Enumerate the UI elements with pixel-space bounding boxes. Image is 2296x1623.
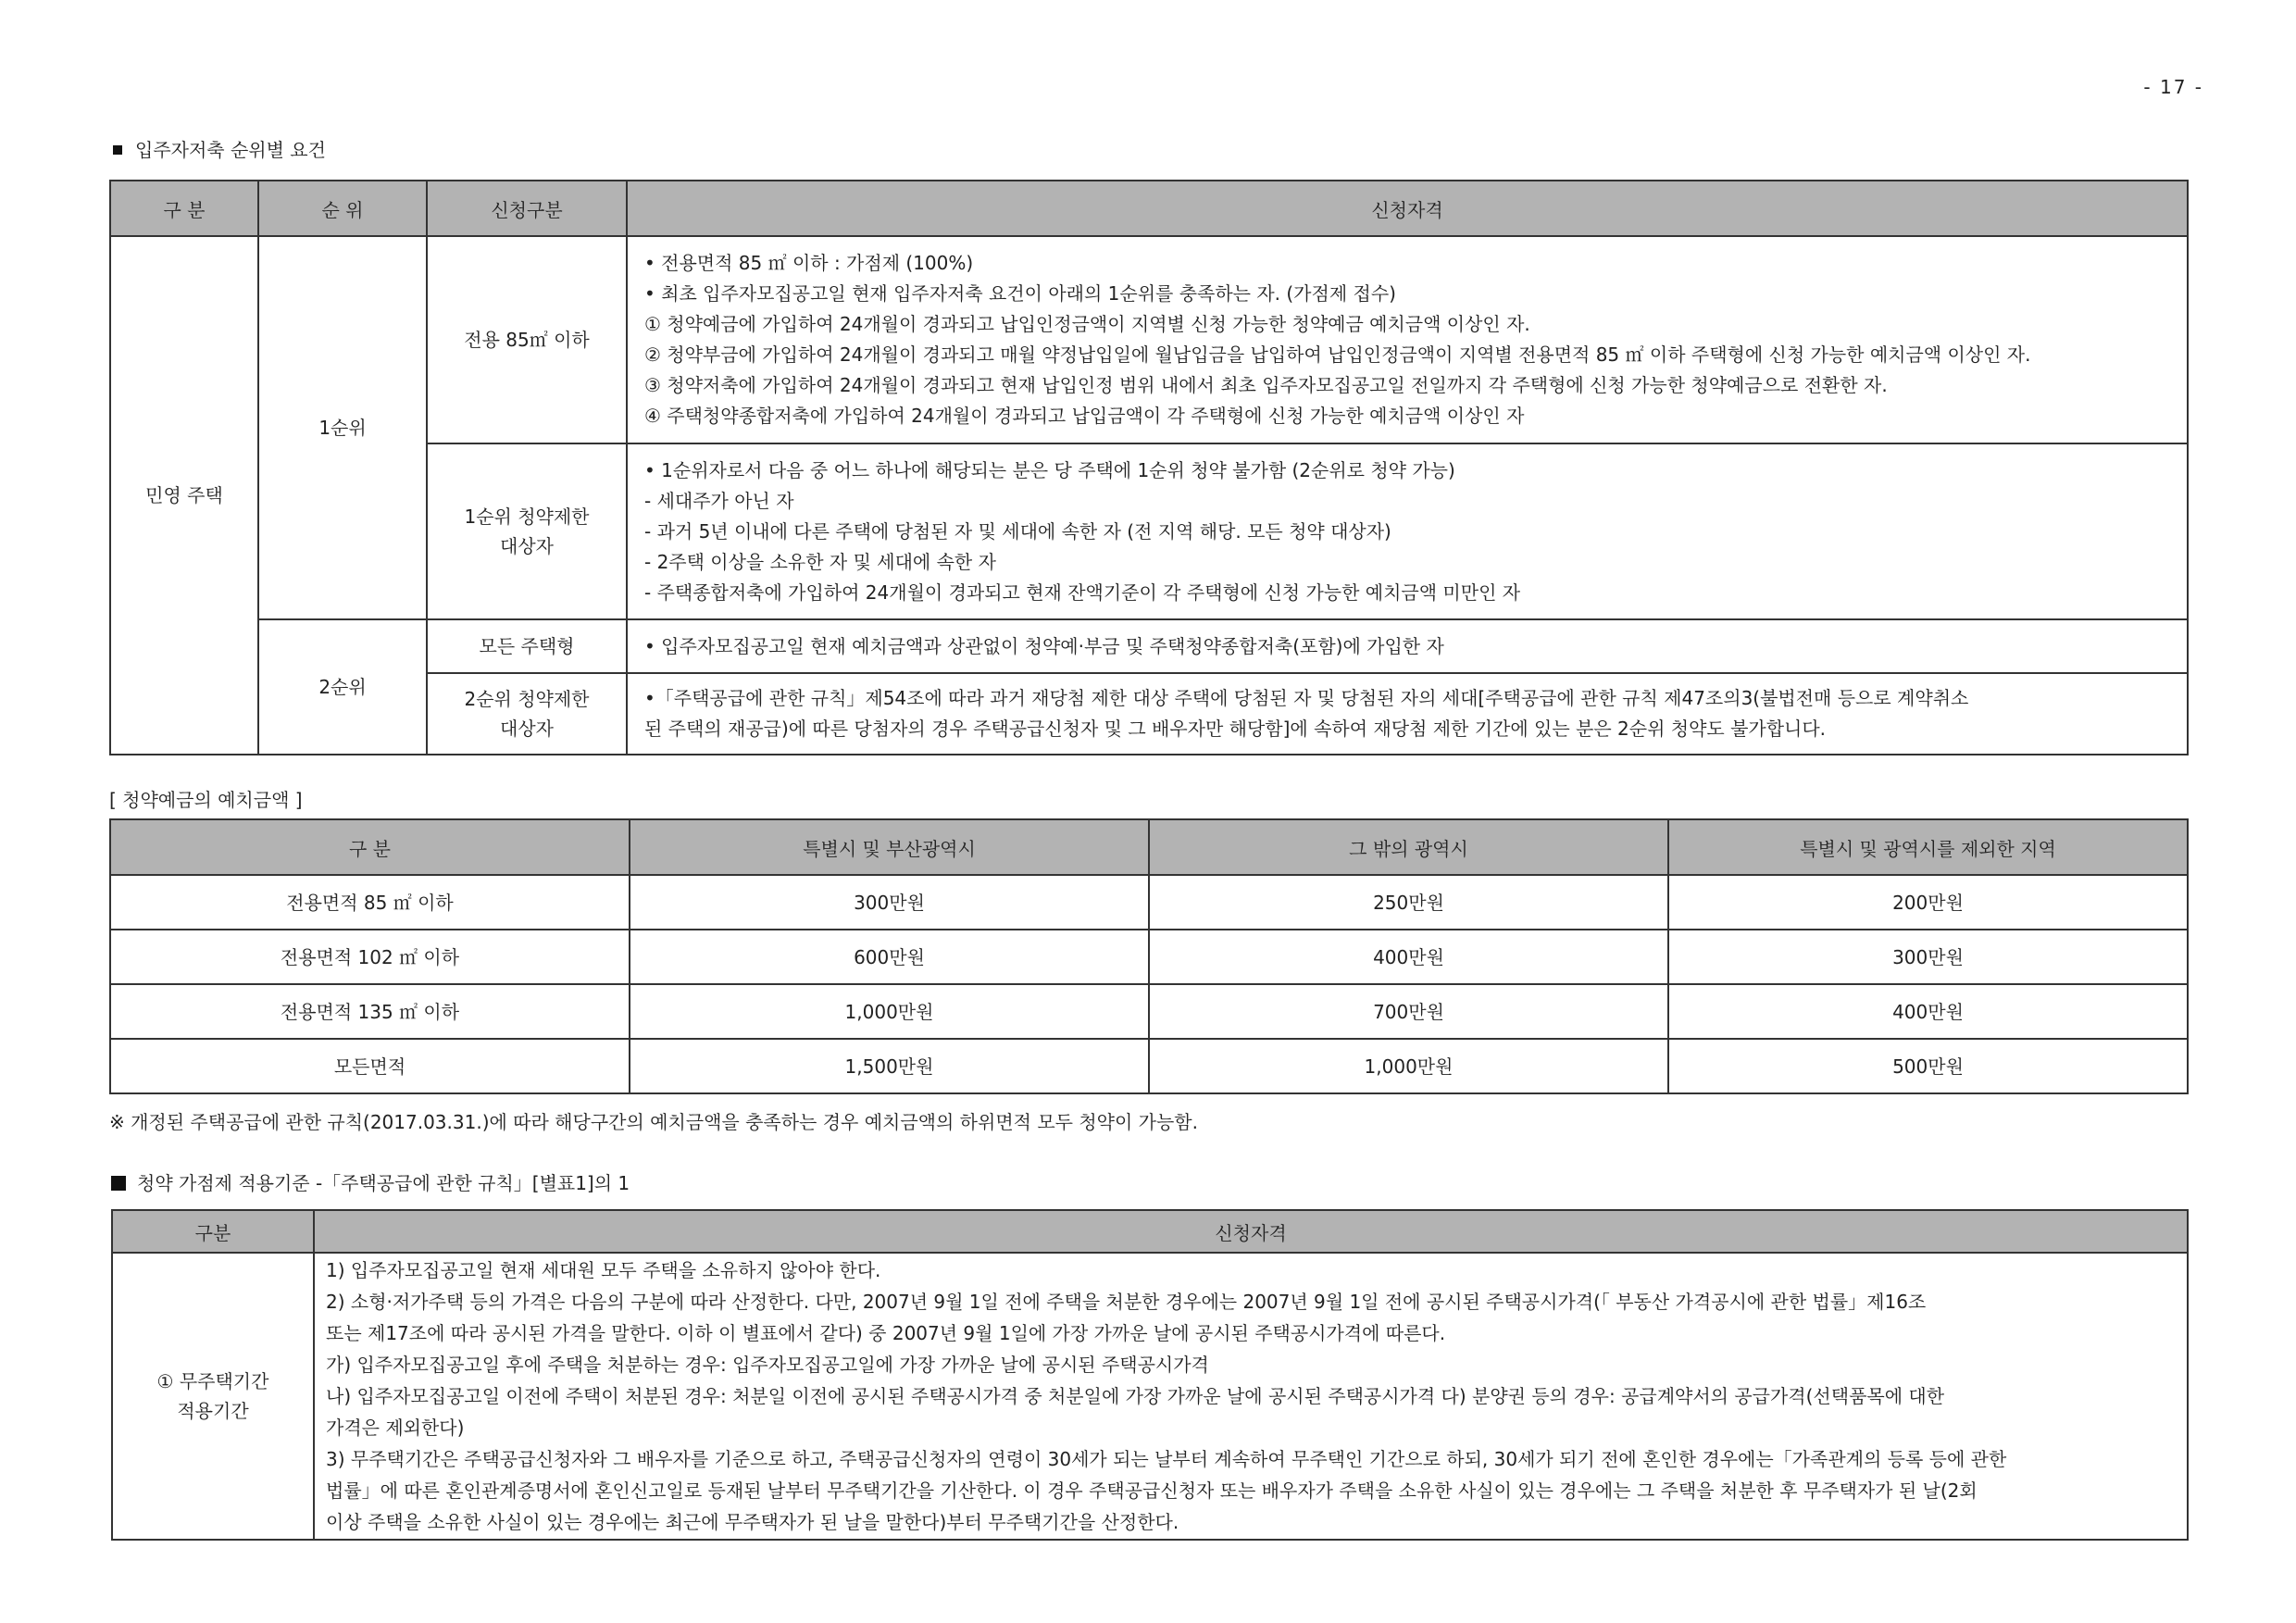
amount-cell: 300만원 — [630, 875, 1149, 930]
rank2-type-all: 모든 주택형 — [427, 619, 627, 673]
point-system-table — [111, 1209, 2189, 1541]
content-line: 가격은 제외한다) — [326, 1417, 465, 1439]
rank1-restricted-type — [427, 443, 627, 619]
header-seoul-busan: 특별시 및 부산광역시 — [630, 819, 1149, 875]
rank2-restricted-qualification — [627, 673, 2188, 755]
area-cell: 모든면적 — [110, 1039, 630, 1093]
header-category: 구 분 — [110, 181, 258, 236]
amount-cell: 1,000만원 — [1149, 1039, 1668, 1093]
content-line: 법률」에 따른 혼인관계증명서에 혼인신고일로 등재된 날부터 무주택기간을 기산한다. 이 경우 주택공급신청자 또는 배우자가 주택을 소유한 사실이 있는 경우에는 그 주택을 처분한 후 무주택자가 된 날(2회 — [326, 1479, 1978, 1502]
label-line: ① 무주택기간 — [156, 1370, 269, 1392]
qualification-line: • 입주자모집공고일 현재 예치금액과 상관없이 청약예·부금 및 주택청약종합저축(포함)에 가입한 자 — [644, 634, 1444, 657]
area-cell: 전용면적 85 ㎡ 이하 — [110, 875, 630, 930]
amount-cell: 250만원 — [1149, 875, 1668, 930]
homeless-period-content — [314, 1253, 2188, 1540]
page-number: - 17 - — [2143, 76, 2203, 98]
rank1-type-85: 전용 85㎡ 이하 — [427, 236, 627, 443]
qualification-line: - 주택종합저축에 가입하여 24개월이 경과되고 현재 잔액기준이 각 주택형에 신청 가능한 예치금액 미만인 자 — [644, 581, 1521, 604]
square-bullet-icon — [111, 1176, 126, 1191]
category-private-housing: 민영 주택 — [110, 236, 258, 755]
amount-cell: 400만원 — [1149, 930, 1668, 984]
qualification-line: • 최초 입주자모집공고일 현재 입주자저축 요건이 아래의 1순위를 충족하는 자. (가점제 접수) — [644, 282, 1396, 305]
square-bullet-icon — [113, 145, 122, 155]
qualification-line: - 2주택 이상을 소유한 자 및 세대에 속한 자 — [644, 550, 996, 573]
amount-cell: 700만원 — [1149, 984, 1668, 1039]
amount-cell: 600만원 — [630, 930, 1149, 984]
rank1-restricted-qualification — [627, 443, 2188, 619]
qualification-line: 된 주택의 재공급)에 따른 당첨자의 경우 주택공급신청자 및 그 배우자만 해당함]에 속하여 재당첨 제한 기간에 있는 분은 2순위 청약도 불가합니다. — [644, 718, 1827, 740]
table-row — [110, 875, 2188, 930]
type-line: 대상자 — [500, 535, 554, 557]
header-rank: 순 위 — [258, 181, 427, 236]
qualification-line: ② 청약부금에 가입하여 24개월이 경과되고 매월 약정납입일에 월납입금을 납입하여 납입인정금액이 지역별 전용면적 85 ㎡ 이하 주택형에 신청 가능한 예치금액 이상인 자. — [644, 343, 2031, 366]
qualification-line: • 1순위자로서 다음 중 어느 하나에 해당되는 분은 당 주택에 1순위 청약 불가함 (2순위로 청약 가능) — [644, 458, 1455, 481]
area-cell: 전용면적 102 ㎡ 이하 — [110, 930, 630, 984]
qualification-line: ④ 주택청약종합저축에 가입하여 24개월이 경과되고 납입금액이 각 주택형에 신청 가능한 예치금액 이상인 자 — [644, 405, 1525, 427]
rank1-label: 1순위 — [258, 236, 427, 619]
rank2-label: 2순위 — [258, 619, 427, 755]
content-line: 이상 주택을 소유한 사실이 있는 경우에는 최근에 무주택자가 된 날을 말한다)부터 무주택기간을 산정한다. — [326, 1511, 1179, 1533]
amount-cell: 1,000만원 — [630, 984, 1149, 1039]
area-cell: 전용면적 135 ㎡ 이하 — [110, 984, 630, 1039]
qualification-line: ③ 청약저축에 가입하여 24개월이 경과되고 현재 납입인정 범위 내에서 최초 입주자모집공고일 전일까지 각 주택형에 신청 가능한 청약예금으로 전환한 자. — [644, 374, 1888, 396]
amount-cell: 1,500만원 — [630, 1039, 1149, 1093]
table-row — [110, 984, 2188, 1039]
section3-title: 청약 가점제 적용기준 -「주택공급에 관한 규칙」[별표1]의 1 — [137, 1172, 630, 1194]
section3-heading — [111, 1168, 630, 1195]
qualification-line: •「주택공급에 관한 규칙」제54조에 따라 과거 재당첨 제한 대상 주택에 당첨된 자 및 당첨된 자의 세대[주택공급에 관한 규칙 제47조의3(불법전매 등으로 계약취소 — [644, 687, 1969, 709]
header-division: 구분 — [112, 1210, 314, 1253]
header-qualification: 신청자격 — [314, 1210, 2188, 1253]
header-type: 신청구분 — [427, 181, 627, 236]
type-line: 대상자 — [500, 718, 554, 740]
section2-title: [ 청약예금의 예치금액 ] — [109, 789, 303, 811]
qualification-line: - 과거 5년 이내에 다른 주택에 당첨된 자 및 세대에 속한 자 (전 지역 해당. 모든 청약 대상자) — [644, 519, 1391, 543]
table-row — [110, 930, 2188, 984]
content-line: 나) 입주자모집공고일 이전에 주택이 처분된 경우: 처분일 이전에 공시된 주택공시가격 중 처분일에 가장 가까운 날에 공시된 주택공시가격 다) 분양권 등의 경우: 공급계약서의 공급가격(선택품목에 대한 — [326, 1385, 1945, 1407]
amount-cell: 500만원 — [1668, 1039, 2188, 1093]
amount-cell: 200만원 — [1668, 875, 2188, 930]
rank2-restricted-type — [427, 673, 627, 755]
content-line: 가) 입주자모집공고일 후에 주택을 처분하는 경우: 입주자모집공고일에 가장 가까운 날에 공시된 주택공시가격 — [326, 1354, 1209, 1376]
rank1-qualification — [627, 236, 2188, 443]
homeless-period-label — [112, 1253, 314, 1540]
content-line: 3) 무주택기간은 주택공급신청자와 그 배우자를 기준으로 하고, 주택공급신청자의 연령이 30세가 되는 날부터 계속하여 무주택인 기간으로 하되, 30세가 되기 전에 혼인한 경우에는「가족관계의 등록 등에 관한 — [326, 1448, 2007, 1470]
content-line: 또는 제17조에 따라 공시된 가격을 말한다. 이하 이 별표에서 같다) 중 2007년 9월 1일에 가장 가까운 날에 공시된 주택공시가격에 따른다. — [326, 1322, 1446, 1344]
header-area: 구 분 — [110, 819, 630, 875]
header-qualification: 신청자격 — [627, 181, 2188, 236]
amount-cell: 400만원 — [1668, 984, 2188, 1039]
header-other-regions: 특별시 및 광역시를 제외한 지역 — [1668, 819, 2188, 875]
header-other-metro: 그 밖의 광역시 — [1149, 819, 1668, 875]
regulation-note: ※ 개정된 주택공급에 관한 규칙(2017.03.31.)에 따라 해당구간의 예치금액을 충족하는 경우 예치금액의 하위면적 모두 청약이 가능함. — [109, 1111, 1198, 1133]
rank2-qualification — [627, 619, 2188, 673]
content-line: 2) 소형·저가주택 등의 가격은 다음의 구분에 따라 산정한다. 다만, 2007년 9월 1일 전에 주택을 처분한 경우에는 2007년 9월 1일 전에 공시된 주택공시가격(「 부동산 가격공시에 관한 법률」제16조 — [326, 1291, 1927, 1313]
table-row — [110, 1039, 2188, 1093]
type-line: 1순위 청약제한 — [464, 506, 590, 528]
content-line: 1) 입주자모집공고일 현재 세대원 모두 주택을 소유하지 않아야 한다. — [326, 1259, 881, 1281]
type-line: 2순위 청약제한 — [464, 688, 590, 710]
deposit-amount-table — [109, 818, 2189, 1094]
qualification-line: - 세대주가 아닌 자 — [644, 489, 794, 512]
section1-heading — [113, 135, 326, 162]
amount-cell: 300만원 — [1668, 930, 2188, 984]
qualification-line: • 전용면적 85 ㎡ 이하 : 가점제 (100%) — [644, 252, 974, 274]
label-line: 적용기간 — [177, 1400, 249, 1422]
rank-requirements-table — [109, 180, 2189, 755]
qualification-line: ① 청약예금에 가입하여 24개월이 경과되고 납입인정금액이 지역별 신청 가능한 청약예금 예치금액 이상인 자. — [644, 313, 1530, 335]
section1-title: 입주자저축 순위별 요건 — [135, 139, 326, 161]
